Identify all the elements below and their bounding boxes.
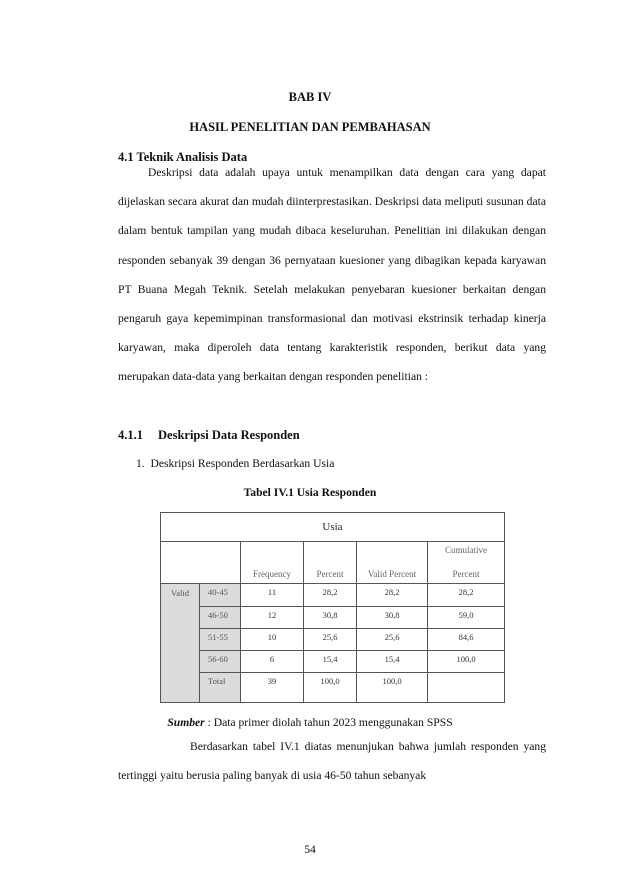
cell-valid-percent: 30,8 <box>357 607 428 629</box>
header-cumulative-line2: Percent <box>452 569 480 579</box>
cell-percent: 100,0 <box>304 673 357 703</box>
section-heading: 4.1 Teknik Analisis Data <box>118 150 248 164</box>
header-frequency: Frequency <box>241 542 304 584</box>
cell-frequency: 39 <box>241 673 304 703</box>
cell-percent: 25,6 <box>304 629 357 651</box>
cell-cumulative: 84,6 <box>428 629 505 651</box>
cell-frequency: 12 <box>241 607 304 629</box>
cell-frequency: 10 <box>241 629 304 651</box>
source-label: Sumber <box>167 716 205 729</box>
table-row <box>161 629 505 651</box>
row-label: 56-60 <box>200 651 241 673</box>
list-item-age: 1. Deskripsi Responden Berdasarkan Usia <box>136 457 335 470</box>
header-valid-percent: Valid Percent <box>357 542 428 584</box>
cell-frequency: 6 <box>241 651 304 673</box>
table-row-total <box>161 673 505 703</box>
cell-cumulative: 59,0 <box>428 607 505 629</box>
cell-valid-percent: 100,0 <box>357 673 428 703</box>
chapter-heading: BAB IV <box>288 90 332 104</box>
subsection-number: 4.1.1 <box>118 428 143 442</box>
row-label: 51-55 <box>200 629 241 651</box>
paragraph-1-text: Deskripsi data adalah upaya untuk menampilkan data dengan cara yang dapat dijelaskan secara akurat dan mudah diinterprestasikan. Deskripsi data meliputi susunan data dalam bentuk tampilan yang mudah dibaca keseluruhan. Penelitian ini dilakukan dengan responden sebanyak 39 dengan 36 pernyataan kuesioner yang dibagikan kepada karyawan PT Buana Megah Teknik. Setelah melakukan penyebaran kuesioner berkaitan dengan pengaruh gaya kepemimpinan transformasional dan motivasi ekstrinsik terhadap kinerja karyawan, maka diperoleh data tentang karakteristik responden, berikut data yang merupakan data-data yang berkaitan dengan responden penelitian : <box>118 166 546 384</box>
chapter-title: HASIL PENELITIAN DAN PEMBAHASAN <box>189 120 431 134</box>
page-number: 54 <box>304 843 316 856</box>
cell-percent: 28,2 <box>304 584 357 607</box>
paragraph-2-text: Berdasarkan tabel IV.1 diatas menunjukan bahwa jumlah responden yang tertinggi yaitu berusia paling banyak di usia 46-50 tahun sebanyak <box>118 740 546 783</box>
cell-valid-percent: 25,6 <box>357 629 428 651</box>
row-label: Total <box>200 673 241 703</box>
body-paragraph-2 <box>118 732 546 790</box>
table-row <box>161 584 505 607</box>
table-title: Usia <box>161 513 505 542</box>
cell-percent: 15,4 <box>304 651 357 673</box>
subsection-heading: Deskripsi Data Responden <box>158 428 300 442</box>
row-label: 46-50 <box>200 607 241 629</box>
header-blank <box>161 542 241 584</box>
cell-frequency: 11 <box>241 584 304 607</box>
cell-cumulative: 100,0 <box>428 651 505 673</box>
table-caption: Tabel IV.1 Usia Responden <box>243 486 377 499</box>
cell-valid-percent: 28,2 <box>357 584 428 607</box>
table-row <box>161 607 505 629</box>
header-cumulative-percent <box>428 542 505 584</box>
cell-cumulative: 28,2 <box>428 584 505 607</box>
age-frequency-table <box>160 512 505 703</box>
cell-cumulative <box>428 673 505 703</box>
group-label-valid: Valid <box>161 584 200 703</box>
header-cumulative-line1: Cumulative <box>445 545 487 555</box>
cell-percent: 30,8 <box>304 607 357 629</box>
row-label: 40-45 <box>200 584 241 607</box>
body-paragraph-1 <box>118 158 546 392</box>
table-row <box>161 651 505 673</box>
table-source <box>0 716 620 729</box>
source-text: : Data primer diolah tahun 2023 menggunakan SPSS <box>204 716 453 729</box>
cell-valid-percent: 15,4 <box>357 651 428 673</box>
header-percent: Percent <box>304 542 357 584</box>
